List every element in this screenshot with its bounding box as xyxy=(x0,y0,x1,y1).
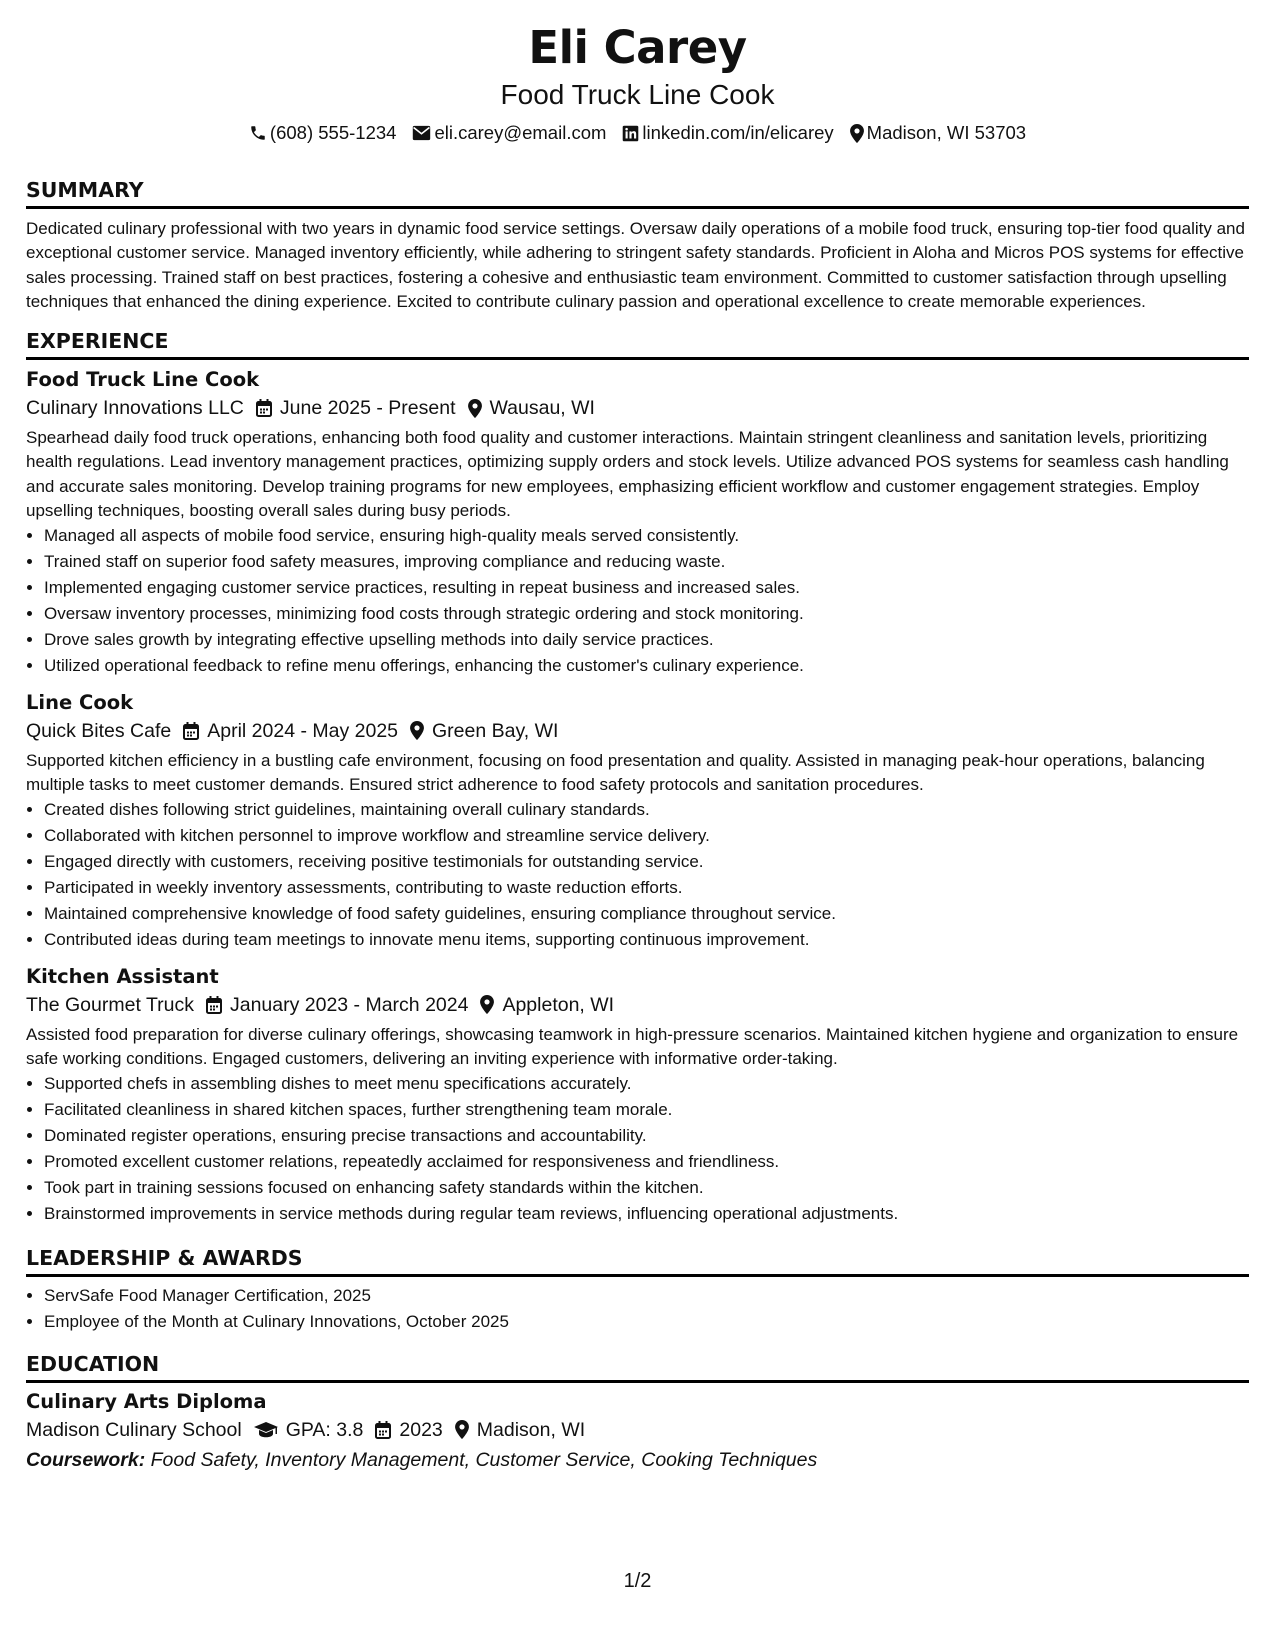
education-location: Madison, WI xyxy=(476,1418,586,1441)
summary-text: Dedicated culinary professional with two years in dynamic food service settings. Oversaw daily operations of a mobile food truck, ensuring top-tier food quality and exceptional customer service. Managed inventory efficiently, while adhering to stringent safety standards. Proficient in Aloha and Micros POS systems for effective sales processing. Trained staff on best practices, fostering a cohesive and enthusiastic team environment. Committed to customer satisfaction through upselling techniques that enhanced the dining experience. Excited to contribute culinary passion and operational excellence to create memorable experiences. xyxy=(26,219,1245,311)
contact-location-text: Madison, WI 53703 xyxy=(866,122,1027,143)
list-item: • Supported chefs in assembling dishes to meet menu specifications accurately. xyxy=(44,1071,1249,1097)
contact-email-text[interactable]: eli.carey@email.com xyxy=(434,122,607,143)
job-title: Kitchen Assistant xyxy=(26,964,219,988)
list-item: • Utilized operational feedback to refine menu offerings, enhancing the customer's culinary experience. xyxy=(44,653,1249,679)
contact-location xyxy=(850,119,1026,147)
graduation-cap-icon xyxy=(254,1421,278,1439)
map-pin-icon xyxy=(480,995,494,1014)
job-company: Culinary Innovations LLC xyxy=(26,397,244,420)
contact-email[interactable] xyxy=(412,119,606,147)
section-title-awards: LEADERSHIP & AWARDS xyxy=(26,1245,1249,1277)
list-item: • Employee of the Month at Culinary Innovations, October 2025 xyxy=(44,1309,1249,1335)
job-bullets xyxy=(26,797,1249,952)
resume-header xyxy=(26,0,1249,147)
job-company: The Gourmet Truck xyxy=(26,993,194,1016)
page-number: 1/2 xyxy=(623,1570,652,1592)
job-bullets xyxy=(26,1071,1249,1226)
list-item: • Trained staff on superior food safety measures, improving compliance and reducing waste. xyxy=(44,549,1249,575)
map-pin-icon xyxy=(850,124,864,143)
job-title: Line Cook xyxy=(26,690,134,714)
section-title-experience: EXPERIENCE xyxy=(26,328,1249,360)
coursework-label: Coursework: xyxy=(26,1448,146,1471)
job-dates: April 2024 - May 2025 xyxy=(207,719,399,742)
list-item: • Facilitated cleanliness in shared kitchen spaces, further strengthening team morale. xyxy=(44,1097,1249,1123)
list-item: • Maintained comprehensive knowledge of food safety guidelines, ensuring compliance throughout service. xyxy=(44,901,1249,927)
job-company: Quick Bites Cafe xyxy=(26,719,172,742)
candidate-title: Food Truck Line Cook xyxy=(500,79,775,110)
list-item: • Brainstormed improvements in service methods during regular team reviews, influencing operational adjustments. xyxy=(44,1201,1249,1227)
summary-section xyxy=(26,177,1249,314)
job-location: Appleton, WI xyxy=(502,993,615,1016)
contact-phone-text: (608) 555-1234 xyxy=(269,122,397,143)
list-item: • Created dishes following strict guidelines, maintaining overall culinary standards. xyxy=(44,797,1249,823)
job-location: Green Bay, WI xyxy=(432,719,559,742)
coursework-line xyxy=(26,1445,1249,1475)
experience-section xyxy=(26,328,1249,1227)
awards-list xyxy=(26,1283,1249,1335)
job-meta xyxy=(26,716,1249,746)
section-title-education: EDUCATION xyxy=(26,1351,1249,1383)
list-item: • Participated in weekly inventory assessments, contributing to waste reduction efforts. xyxy=(44,875,1249,901)
calendar-icon xyxy=(183,722,199,740)
envelope-icon xyxy=(412,125,431,141)
list-item: • Collaborated with kitchen personnel to improve workflow and streamline service delivery. xyxy=(44,823,1249,849)
job-dates: January 2023 - March 2024 xyxy=(229,993,469,1016)
education-gpa: GPA: 3.8 xyxy=(285,1418,364,1441)
contact-linkedin[interactable] xyxy=(622,119,833,147)
map-pin-icon xyxy=(468,399,482,418)
job-location: Wausau, WI xyxy=(489,397,595,420)
coursework-text: Food Safety, Inventory Management, Customer Service, Cooking Techniques xyxy=(150,1448,818,1471)
list-item: • Promoted excellent customer relations, repeatedly acclaimed for responsiveness and friendliness. xyxy=(44,1149,1249,1175)
list-item: • Drove sales growth by integrating effective upselling methods into daily service practices. xyxy=(44,627,1249,653)
job-entry xyxy=(26,689,1249,953)
job-description: Assisted food preparation for diverse culinary offerings, showcasing teamwork in high-pressure scenarios. Maintained kitchen hygiene and organization to ensure safe working conditions. Engaged customers, delivering an inviting experience with informative order-taking. xyxy=(26,1024,1239,1069)
job-meta xyxy=(26,990,1249,1020)
awards-section xyxy=(26,1245,1249,1335)
list-item: • Contributed ideas during team meetings to innovate menu items, supporting continuous improvement. xyxy=(44,927,1249,953)
job-entry xyxy=(26,963,1249,1227)
phone-icon xyxy=(249,124,267,142)
list-item: • Dominated register operations, ensuring precise transactions and accountability. xyxy=(44,1123,1249,1149)
linkedin-icon xyxy=(622,125,639,142)
contact-linkedin-text[interactable]: linkedin.com/in/elicarey xyxy=(642,122,834,143)
job-title: Food Truck Line Cook xyxy=(26,368,260,392)
list-item: • Implemented engaging customer service practices, resulting in repeat business and increased sales. xyxy=(44,575,1249,601)
education-section xyxy=(26,1351,1249,1475)
degree-title: Culinary Arts Diploma xyxy=(26,1389,267,1413)
job-description: Supported kitchen efficiency in a bustling cafe environment, focusing on food presentation and quality. Assisted in managing peak-hour operations, balancing multiple tasks to meet customer demands. Ensured strict adherence to food safety protocols and sanitation procedures. xyxy=(26,750,1205,795)
candidate-name: Eli Carey xyxy=(528,21,747,74)
contact-bar xyxy=(26,119,1249,147)
contact-phone xyxy=(249,119,397,147)
section-title-summary: SUMMARY xyxy=(26,177,1249,209)
list-item: • Managed all aspects of mobile food service, ensuring high-quality meals served consistently. xyxy=(44,523,1249,549)
calendar-icon xyxy=(206,996,222,1014)
list-item: • ServSafe Food Manager Certification, 2025 xyxy=(44,1283,1249,1309)
list-item: • Engaged directly with customers, receiving positive testimonials for outstanding service. xyxy=(44,849,1249,875)
map-pin-icon xyxy=(455,1420,469,1439)
school-name: Madison Culinary School xyxy=(26,1418,242,1441)
job-bullets xyxy=(26,523,1249,678)
education-year: 2023 xyxy=(399,1418,443,1441)
map-pin-icon xyxy=(410,721,424,740)
job-entry xyxy=(26,366,1249,679)
job-meta xyxy=(26,393,1249,423)
list-item: • Oversaw inventory processes, minimizing food costs through strategic ordering and stock monitoring. xyxy=(44,601,1249,627)
calendar-icon xyxy=(256,399,272,417)
list-item: • Took part in training sessions focused on enhancing safety standards within the kitchen. xyxy=(44,1175,1249,1201)
job-dates: June 2025 - Present xyxy=(279,397,456,420)
job-description: Spearhead daily food truck operations, enhancing both food quality and customer interactions. Maintain stringent cleanliness and sanitation levels, prioritizing health regulations. Lead inventory management practices, optimizing supply orders and stock levels. Utilize advanced POS systems for seamless cash handling and accurate sales monitoring. Develop training programs for new employees, emphasizing efficient workflow and customer engagement strategies. Employ upselling techniques, boosting overall sales during busy periods. xyxy=(26,428,1229,521)
education-meta xyxy=(26,1415,1249,1445)
calendar-icon xyxy=(375,1421,391,1439)
